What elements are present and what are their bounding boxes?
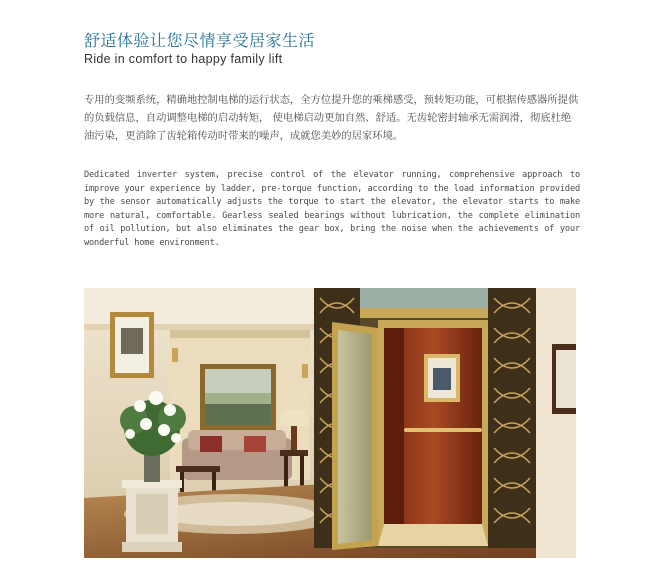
page-title-en: Ride in comfort to happy family lift: [84, 52, 283, 66]
description-cn: 专用的变频系统，精确地控制电梯的运行状态，全方位提升您的乘梯感受，预转矩功能，可根据传感器所提供的负载信息，自动调整电梯的启动转矩， 使电梯启动更加自然、舒适。无齿轮密封轴承无需润滑，彻底杜绝油污染，更消除了齿轮箱传动时带来的噪声，成就您美妙的居家环境。: [84, 94, 579, 143]
elevator-living-room-photo: [84, 288, 576, 558]
page-title-cn: 舒适体验让您尽情享受居家生活: [84, 31, 316, 50]
description-en: Dedicated inverter system, precise control of the elevator running, comprehensive approach to improve your experience by ladder, pre-torque function, according to the load information provided by the sensor automatically adjusts the torque to start the elevator, the elevator starts to make more natural, comfortable. Gearless sealed bearings without lubrication, the complete elimination of oil pollution, but also eliminates the gear box, bring the noise when the achievements of your wonderful home environment.: [84, 170, 580, 248]
